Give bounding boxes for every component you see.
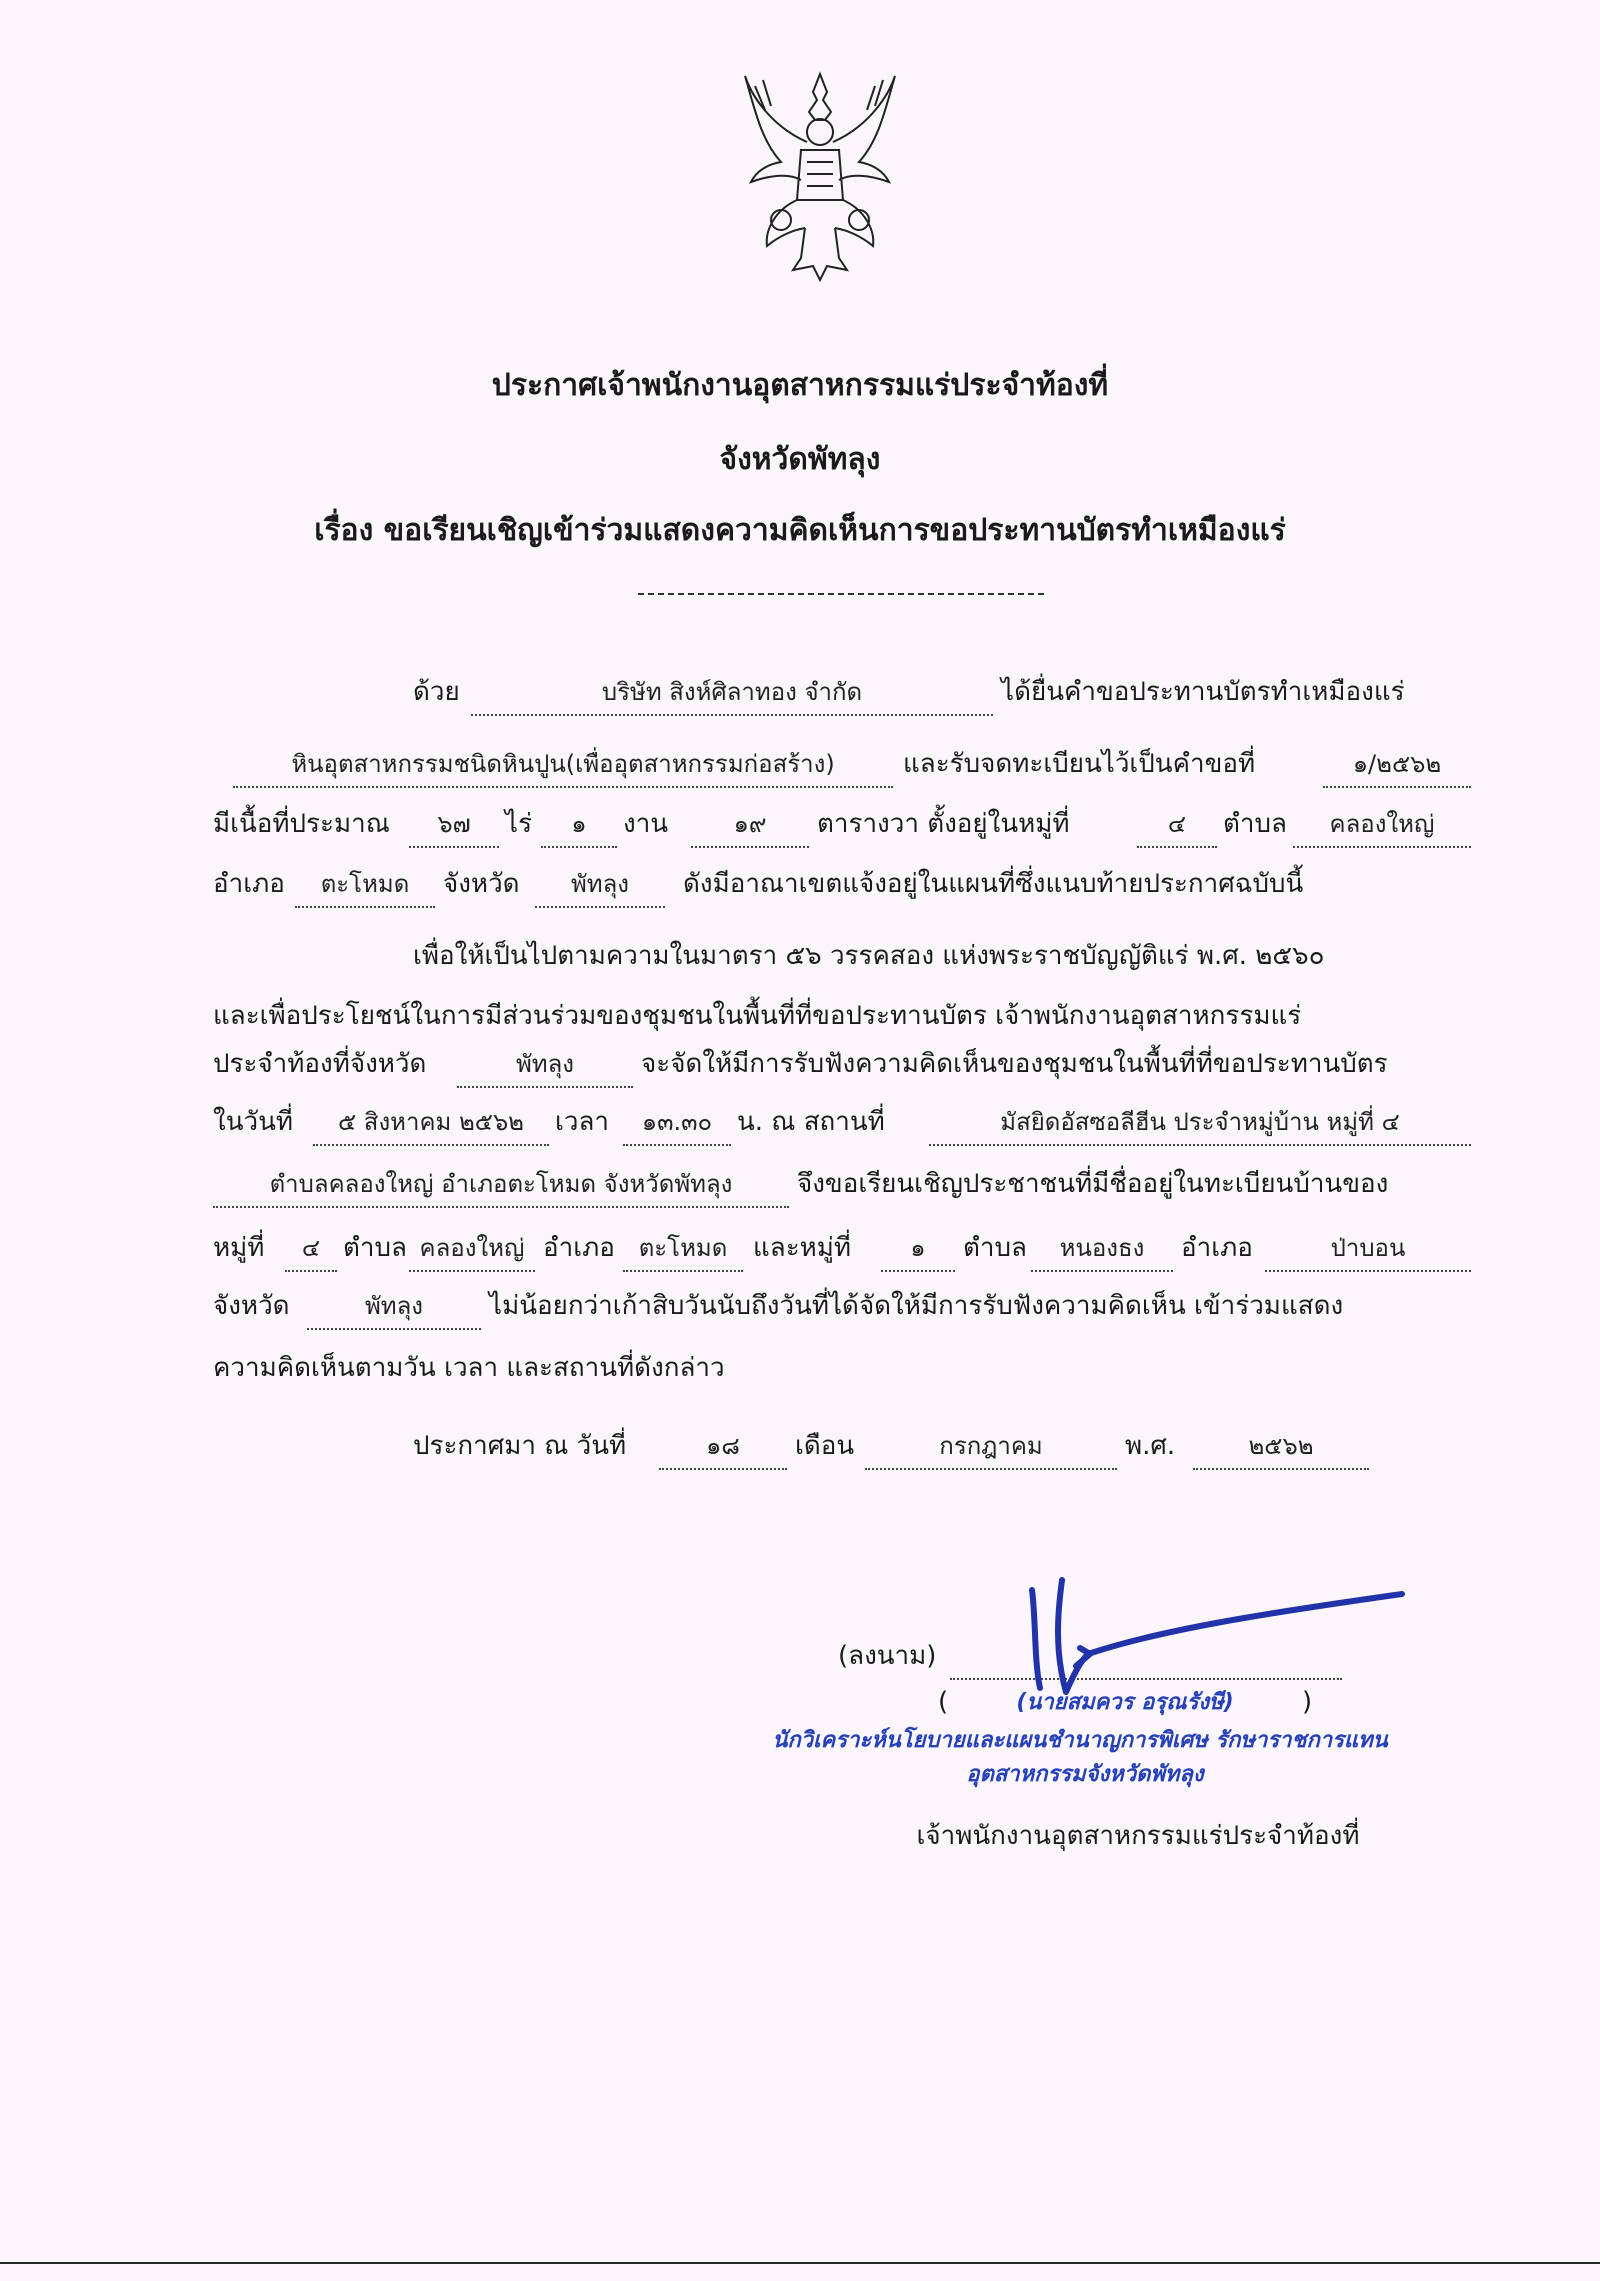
tambon2-value: หนองธง	[1059, 1234, 1145, 1262]
doc-subject: เรื่อง ขอเรียนเชิญเข้าร่วมแสดงความคิดเห็นการขอประทานบัตรทำเหมืองแร่	[314, 513, 1286, 548]
text-segment: เวลา	[555, 1107, 610, 1137]
company-field	[471, 668, 993, 716]
request-no-field	[1323, 740, 1471, 788]
tambon-field	[1293, 800, 1471, 848]
text-segment: ความคิดเห็นตามวัน เวลา และสถานที่ดังกล่าว	[213, 1353, 725, 1383]
text-segment: ประจำท้องที่จังหวัด	[213, 1049, 427, 1079]
month-field	[865, 1422, 1117, 1470]
para2-line7	[213, 1282, 1473, 1330]
signature-paren-open: (	[938, 1687, 949, 1717]
text-segment: จะจัดให้มีการรับฟังความคิดเห็นของชุมชนในพื้นที่ที่ขอประทานบัตร	[641, 1049, 1388, 1079]
amphoe1-value: ตะโหมด	[638, 1234, 728, 1262]
moo2-value: ๑	[910, 1234, 926, 1262]
amphoe2-value: ป่าบอน	[1330, 1234, 1406, 1262]
text-segment: ดังมีอาณาเขตแจ้งอยู่ในแผนที่ซึ่งแนบท้ายประกาศฉบับนี้	[683, 869, 1304, 899]
garuda-emblem-icon	[735, 70, 905, 285]
mineral-field	[233, 740, 893, 788]
province2-value: พัทลุง	[364, 1292, 424, 1320]
para1-line3	[213, 800, 1473, 848]
text-segment: เดือน	[795, 1431, 855, 1461]
time-value: ๑๓.๓๐	[641, 1108, 713, 1136]
year-field	[1193, 1422, 1369, 1470]
wa-field	[691, 800, 809, 848]
place-value: มัสยิดอัสซอลีฮีน ประจำหมู่บ้าน หมู่ที่ ๔	[1000, 1108, 1400, 1136]
text-segment: ตำบล	[343, 1233, 407, 1263]
rai-field	[409, 800, 499, 848]
text-segment: ประกาศมา ณ วันที่	[413, 1431, 627, 1461]
province-field	[535, 860, 665, 908]
mineral-value: หินอุตสาหกรรมชนิดหินปูน(เพื่ออุตสาหกรรมก่อสร้าง)	[291, 750, 835, 778]
place-field	[929, 1098, 1471, 1146]
tambon1-field	[409, 1224, 535, 1272]
text-segment: จึงขอเรียนเชิญประชาชนที่มีชื่ออยู่ในทะเบียนบ้านของ	[797, 1169, 1389, 1199]
ngan-field	[541, 800, 617, 848]
para2-line8	[213, 1344, 1473, 1392]
para2-line3	[213, 1040, 1473, 1088]
text-segment: เพื่อให้เป็นไปตามความในมาตรา ๕๖ วรรคสอง แห่งพระราชบัญญัติแร่ พ.ศ. ๒๕๖๐	[413, 941, 1325, 971]
para2-line5	[213, 1160, 1473, 1208]
signature-paren-close: )	[1302, 1687, 1313, 1717]
para1-line1	[413, 668, 1473, 716]
bottom-edge-line	[0, 2262, 1600, 2264]
para1-line2	[213, 740, 1473, 788]
signer-name-stamp: (นายสมควร อรุณรังษี)	[1016, 1690, 1234, 1715]
para2-line6	[213, 1224, 1473, 1272]
text-segment: และหมู่ที่	[753, 1233, 852, 1263]
text-segment: อำเภอ	[213, 869, 285, 899]
place2-value: ตำบลคลองใหญ่ อำเภอตะโหมด จังหวัดพัทลุง	[269, 1170, 733, 1198]
day-value: ๑๘	[706, 1432, 740, 1460]
tambon2-field	[1031, 1224, 1173, 1272]
moo-field	[1137, 800, 1217, 848]
text-segment: หมู่ที่	[213, 1233, 265, 1263]
place2-field	[213, 1160, 789, 1208]
province2-field	[307, 1282, 481, 1330]
moo-value: ๔	[1167, 810, 1187, 838]
text-segment: ตำบล	[1223, 809, 1287, 839]
text-segment: และรับจดทะเบียนไว้เป็นคำขอที่	[903, 749, 1256, 779]
text-segment: ได้ยื่นคำขอประทานบัตรทำเหมืองแร่	[1001, 677, 1405, 707]
text-segment: จังหวัด	[443, 869, 520, 899]
amphoe1-field	[623, 1224, 743, 1272]
doc-title-line2: จังหวัดพัทลุง	[719, 442, 881, 477]
para2-line1	[413, 932, 1473, 980]
text-segment: งาน	[623, 809, 669, 839]
day-field	[659, 1422, 787, 1470]
moo1-value: ๔	[301, 1234, 321, 1262]
tambon1-value: คลองใหญ่	[419, 1234, 525, 1262]
month-value: กรกฎาคม	[939, 1432, 1043, 1460]
moo1-field	[285, 1224, 337, 1272]
time-field	[623, 1098, 731, 1146]
moo2-field	[881, 1224, 955, 1272]
text-segment: ตำบล	[963, 1233, 1027, 1263]
province-field	[457, 1040, 633, 1088]
text-segment: ในวันที่	[213, 1107, 293, 1137]
signer-title-stamp: นักวิเคราะห์นโยบายและแผนชำนาญการพิเศษ รักษาราชการแทน	[772, 1728, 1388, 1753]
text-segment: พ.ศ.	[1125, 1431, 1176, 1461]
para2-line2	[213, 992, 1473, 1040]
signer-title-stamp-line2: อุตสาหกรรมจังหวัดพัทลุง	[966, 1762, 1204, 1787]
text-segment: ไร่	[505, 809, 533, 839]
text-segment: ไม่น้อยกว่าเก้าสิบวันนับถึงวันที่ได้จัดให้มีการรับฟังความคิดเห็น เข้าร่วมแสดง	[489, 1291, 1344, 1321]
amphoe-value: ตะโหมด	[320, 870, 410, 898]
text-segment: ตารางวา ตั้งอยู่ในหมู่ที่	[817, 809, 1070, 839]
rai-value: ๖๗	[437, 810, 471, 838]
text-segment: ด้วย	[413, 677, 460, 707]
request-no-value: ๑/๒๕๖๒	[1352, 750, 1442, 778]
text-segment: อำเภอ	[1181, 1233, 1253, 1263]
text-segment: จังหวัด	[213, 1291, 290, 1321]
announce-date-line	[413, 1422, 1473, 1470]
wa-value: ๑๙	[733, 810, 767, 838]
company-value: บริษัท สิงห์ศิลาทอง จำกัด	[601, 678, 863, 706]
province-value: พัทลุง	[570, 870, 630, 898]
ngan-value: ๑	[571, 810, 587, 838]
para2-line4	[213, 1098, 1473, 1146]
doc-title-line1: ประกาศเจ้าพนักงานอุตสาหกรรมแร่ประจำท้องที่	[491, 368, 1109, 403]
title-divider	[638, 593, 1044, 595]
text-segment: และเพื่อประโยชน์ในการมีส่วนร่วมของชุมชนในพื้นที่ที่ขอประทานบัตร เจ้าพนักงานอุตสาหกรรมแร่	[213, 1001, 1302, 1031]
province-value: พัทลุง	[515, 1050, 575, 1078]
year-value: ๒๕๖๒	[1248, 1432, 1314, 1460]
text-segment: น. ณ สถานที่	[737, 1107, 885, 1137]
amphoe-field	[295, 860, 435, 908]
officer-position: เจ้าพนักงานอุตสาหกรรมแร่ประจำท้องที่	[916, 1821, 1360, 1851]
text-segment: มีเนื้อที่ประมาณ	[213, 809, 390, 839]
date-field	[313, 1098, 549, 1146]
signature-label: (ลงนาม)	[838, 1641, 937, 1671]
text-segment: อำเภอ	[543, 1233, 615, 1263]
tambon-value: คลองใหญ่	[1329, 810, 1435, 838]
para1-line4	[213, 860, 1473, 908]
date-value: ๕ สิงหาคม ๒๕๖๒	[338, 1108, 524, 1136]
amphoe2-field	[1265, 1224, 1471, 1272]
